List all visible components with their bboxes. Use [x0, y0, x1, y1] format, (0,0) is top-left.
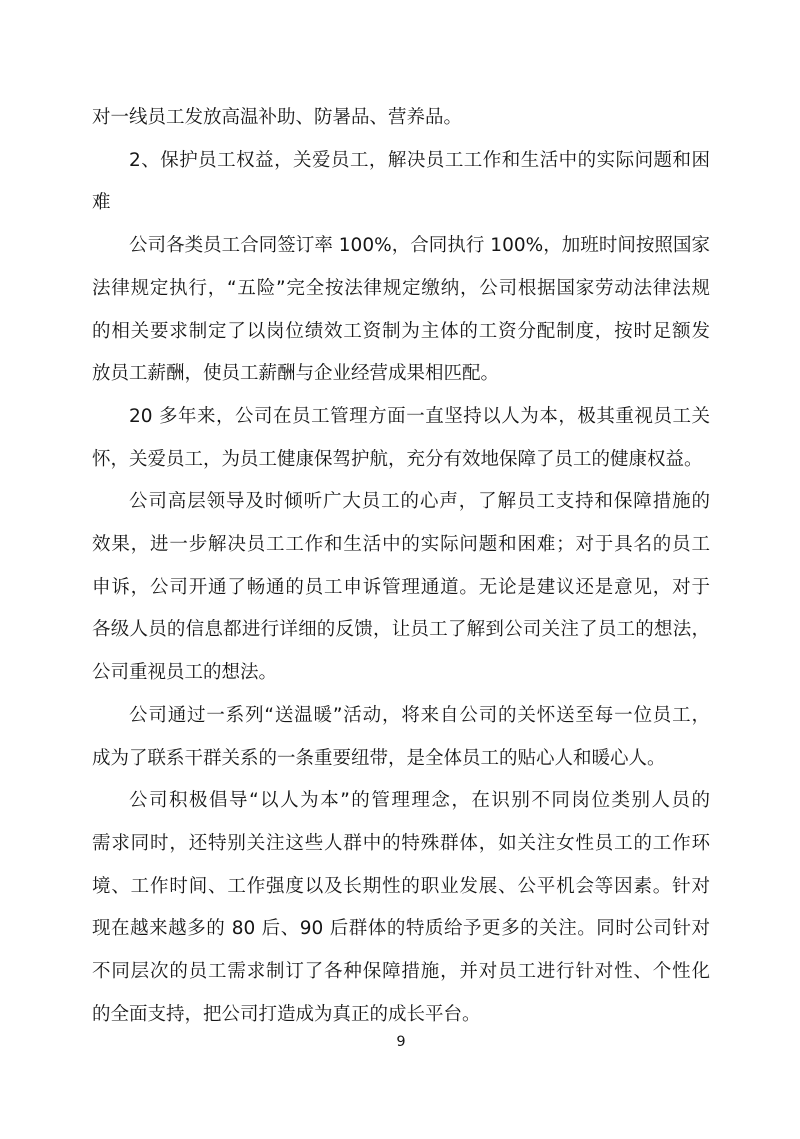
text-line: 境、工作时间、工作强度以及长期性的职业发展、公平机会等因素。针对 [92, 875, 710, 897]
text-line: 20 多年来，公司在员工管理方面一直坚持以人为本，极其重视员工关 [129, 405, 710, 427]
text-line: 对一线员工发放高温补助、防暑品、营养品。 [92, 107, 463, 128]
text-line: 公司高层领导及时倾听广大员工的心声，了解员工支持和保障措施的 [129, 491, 710, 513]
text-line: 公司积极倡导“以人为本”的管理理念，在识别不同岗位类别人员的 [129, 790, 710, 812]
text-line: 申诉，公司开通了畅通的员工申诉管理通道。无论是建议还是意见，对于 [92, 576, 710, 598]
text-line: 公司重视员工的想法。 [92, 662, 278, 684]
text-line: 难 [92, 192, 111, 214]
text-line: 的全面支持，把公司打造成为真正的成长平台。 [92, 1003, 481, 1025]
document-body [92, 97, 710, 1036]
text-line: 放员工薪酬，使员工薪酬与企业经营成果相匹配。 [92, 363, 500, 385]
text-line: 2、保护员工权益，关爱员工，解决员工工作和生活中的实际问题和困 [129, 149, 710, 171]
text-line: 公司各类员工合同签订率 100%，合同执行 100%，加班时间按照国家 [129, 235, 710, 257]
text-line: 的相关要求制定了以岗位绩效工资制为主体的工资分配制度，按时足额发 [92, 320, 710, 342]
text-line: 不同层次的员工需求制订了各种保障措施，并对员工进行针对性、个性化 [92, 961, 710, 983]
text-line: 法律规定执行，“五险”完全按法律规定缴纳，公司根据国家劳动法律法规 [92, 277, 710, 299]
page-number: 9 [396, 1034, 406, 1050]
text-line: 各级人员的信息都进行详细的反馈，让员工了解到公司关注了员工的想法， [92, 619, 710, 641]
text-line: 效果，进一步解决员工工作和生活中的实际问题和困难；对于具名的员工 [92, 534, 710, 556]
text-line: 成为了联系干群关系的一条重要纽带，是全体员工的贴心人和暖心人。 [92, 747, 666, 769]
text-line: 公司通过一系列“送温暖”活动，将来自公司的关怀送至每一位员工， [129, 704, 710, 726]
text-line: 现在越来越多的 80 后、90 后群体的特质给予更多的关注。同时公司针对 [92, 918, 710, 940]
text-line: 怀，关爱员工，为员工健康保驾护航，充分有效地保障了员工的健康权益。 [92, 448, 703, 470]
text-line: 需求同时，还特别关注这些人群中的特殊群体，如关注女性员工的工作环 [92, 832, 710, 854]
